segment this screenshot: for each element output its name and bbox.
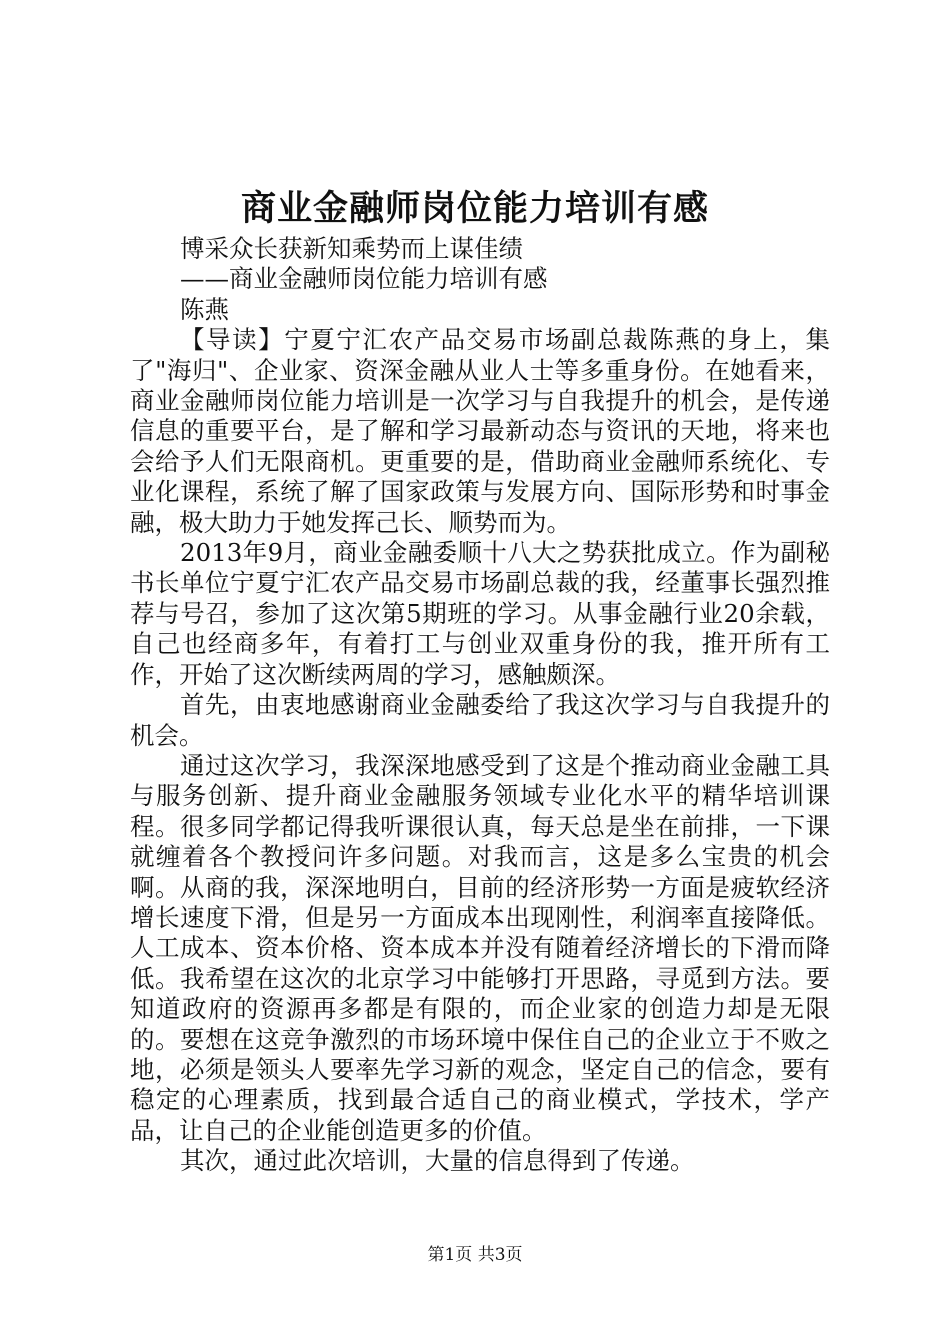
paragraph: 2013年9月，商业金融委顺十八大之势获批成立。作为副秘书长单位宁夏宁汇农产品交易市场副总裁的我，经董事长强烈推荐与号召，参加了这次第5期班的学习。从事金融行业20余载，自己也经商多年，有着打工与创业双重身份的我，推开所有工作，开始了这次断续两周的学习，感触颇深。 bbox=[130, 538, 830, 689]
document-body bbox=[130, 234, 830, 1177]
paragraph: 首先，由衷地感谢商业金融委给了我这次学习与自我提升的机会。 bbox=[130, 690, 830, 750]
page-footer: 第1页 共3页 bbox=[427, 1245, 523, 1265]
paragraph: 【导读】宁夏宁汇农产品交易市场副总裁陈燕的身上，集了"海归"、企业家、资深金融从业人士等多重身份。在她看来，商业金融师岗位能力培训是一次学习与自我提升的机会，是传递信息的重要平台，是了解和学习最新动态与资讯的天地，将来也会给予人们无限商机。更重要的是，借助商业金融师系统化、专业化课程，系统了解了国家政策与发展方向、国际形势和时事金融，极大助力于她发挥己长、顺势而为。 bbox=[130, 325, 830, 537]
paragraph: 通过这次学习，我深深地感受到了这是个推动商业金融工具与服务创新、提升商业金融服务领域专业化水平的精华培训课程。很多同学都记得我听课很认真，每天总是坐在前排，一下课就缠着各个教授问许多问题。对我而言，这是多么宝贵的机会啊。从商的我，深深地明白，目前的经济形势一方面是疲软经济增长速度下滑，但是另一方面成本出现刚性，利润率直接降低。人工成本、资本价格、资本成本并没有随着经济增长的下滑而降低。我希望在这次的北京学习中能够打开思路，寻觅到方法。要知道政府的资源再多都是有限的，而企业家的创造力却是无限的。要想在这竞争激烈的市场环境中保住自己的企业立于不败之地，必须是领头人要率先学习新的观念，坚定自己的信念，要有稳定的心理素质，找到最合适自己的商业模式，学技术，学产品，让自己的企业能创造更多的价值。 bbox=[130, 750, 830, 1145]
subtitle-line: 博采众长获新知乘势而上谋佳绩 bbox=[180, 234, 523, 263]
paragraph: 其次，通过此次培训，大量的信息得到了传递。 bbox=[180, 1146, 695, 1176]
subtitle-line: ——商业金融师岗位能力培训有感 bbox=[180, 264, 548, 294]
document-title: 商业金融师岗位能力培训有感 bbox=[240, 188, 709, 229]
author-name: 陈燕 bbox=[180, 294, 229, 324]
